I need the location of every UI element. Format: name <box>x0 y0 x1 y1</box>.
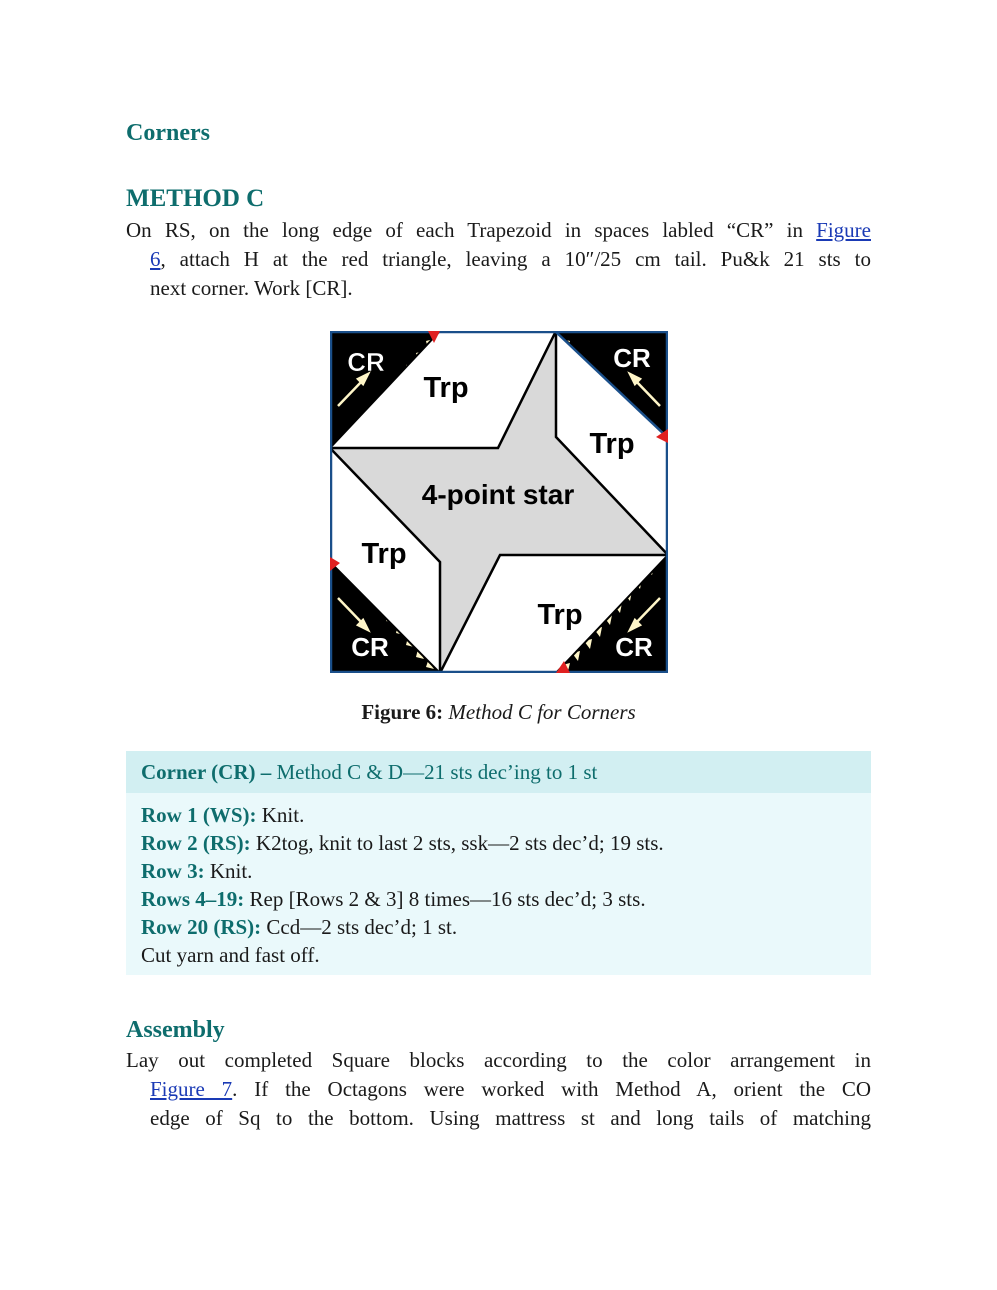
intro-line-3: next corner. Work [CR]. <box>150 276 353 300</box>
intro-line-1 <box>126 216 871 245</box>
row-label: Row 3: <box>141 859 205 883</box>
pattern-row <box>141 801 871 829</box>
trp-label-bottom: Trp <box>537 599 583 631</box>
cr-label-tr: CR <box>613 343 651 373</box>
row-label: Rows 4–19: <box>141 887 245 911</box>
assembly-line-2 <box>126 1075 871 1104</box>
row-text: Knit. <box>256 803 305 827</box>
pattern-row <box>141 913 871 941</box>
intro-paragraph <box>126 216 871 303</box>
assembly-text-2: . If the Octagons were worked with Method A, orient the CO <box>232 1077 872 1101</box>
heading-assembly: Assembly <box>126 1017 225 1043</box>
star-label: 4-point star <box>421 479 575 510</box>
heading-corners: Corners <box>126 120 210 146</box>
row-text: Rep [Rows 2 & 3] 8 times—16 sts dec’d; 3 sts. <box>244 887 646 911</box>
cr-label-bl: CR <box>351 632 389 662</box>
figure-caption <box>0 700 997 725</box>
figure-6-link[interactable]: Figure <box>816 218 871 242</box>
row-label: Row 1 (WS): <box>141 803 257 827</box>
row-label: Row 2 (RS): <box>141 831 251 855</box>
pattern-row <box>141 885 871 913</box>
corner-box-heading <box>126 751 871 793</box>
trp-label-right: Trp <box>589 428 635 460</box>
intro-text-2: , attach H at the red triangle, leaving a 10″/25 cm tail. Pu&k 21 sts to <box>160 247 871 271</box>
heading-method-c: METHOD C <box>126 185 265 212</box>
intro-text-1: On RS, on the long edge of each Trapezoid in spaces labled “CR” in <box>126 218 817 242</box>
corner-box-rows <box>126 793 871 969</box>
figure-6-link-cont[interactable]: 6 <box>150 247 161 271</box>
pattern-row <box>141 829 871 857</box>
corner-box-title: Corner (CR) – <box>141 760 272 784</box>
cr-label-br: CR <box>615 632 653 662</box>
caption-label: Figure 6: <box>361 700 444 724</box>
corner-box-subtitle: Method C & D—21 sts dec’ing to 1 st <box>271 760 598 784</box>
row-text: Knit. <box>204 859 253 883</box>
method-c-diagram <box>330 331 668 673</box>
row-label: Row 20 (RS): <box>141 915 262 939</box>
assembly-line-1: Lay out completed Square blocks according to the color arrangement in <box>126 1048 871 1072</box>
figure-7-link[interactable]: Figure 7 <box>150 1077 233 1101</box>
corner-pattern-box <box>126 751 871 975</box>
trp-label-top: Trp <box>423 372 469 404</box>
cr-label-tl: CR <box>347 347 385 377</box>
assembly-paragraph <box>126 1046 871 1133</box>
row-text: K2tog, knit to last 2 sts, ssk—2 sts dec’d; 19 sts. <box>250 831 664 855</box>
row-text: Ccd—2 sts dec’d; 1 st. <box>261 915 458 939</box>
intro-line-2 <box>126 245 871 274</box>
pattern-row <box>141 857 871 885</box>
pattern-row-final: Cut yarn and fast off. <box>141 943 320 967</box>
trp-label-left: Trp <box>361 538 407 570</box>
assembly-line-3: edge of Sq to the bottom. Using mattress st and long tails of matching <box>150 1106 871 1130</box>
caption-text: Method C for Corners <box>443 700 636 724</box>
